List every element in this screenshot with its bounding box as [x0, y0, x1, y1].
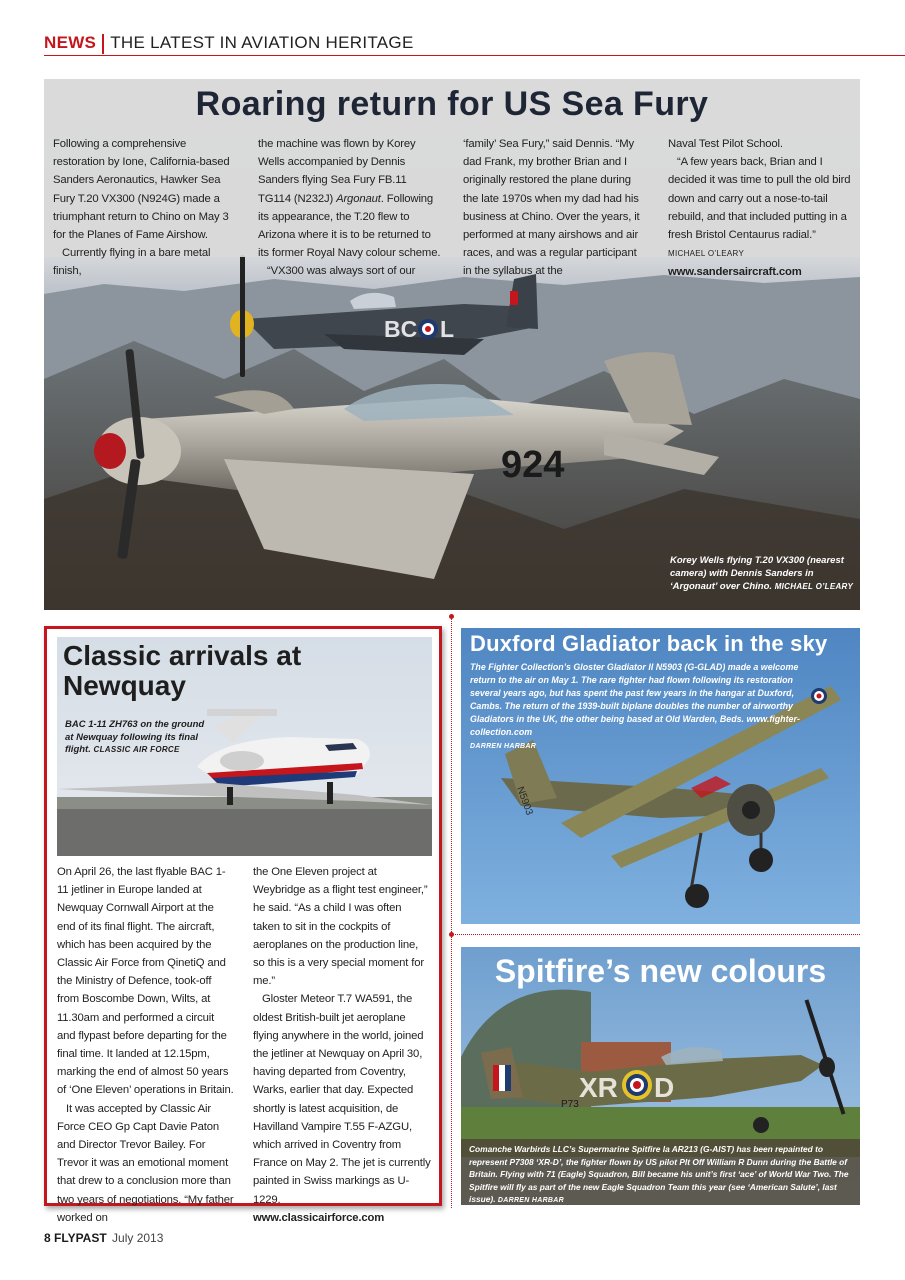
spitfire-code: XR: [579, 1072, 618, 1103]
newquay-paragraph: the One Eleven project at Weybridge as a flight test engineer,” he said. “As a child I was often taken to sit in the cockpits of aeroplanes on the production line, so this is a very special moment for me.”: [253, 866, 428, 988]
lead-headline: Roaring return for US Sea Fury: [195, 85, 709, 123]
lead-paragraph: Following a comprehensive restoration by Ione, California-based Sanders Aeronautics, Hawker Sea Fury T.20 VX300 (N924G) made a triumphant return to Chino on May 3 for the Planes of Fame Airshow.: [53, 138, 230, 242]
spitfire-code-end: D: [654, 1072, 675, 1103]
aircraft-name: Argonaut: [336, 192, 381, 205]
runway: [57, 807, 432, 856]
header-rule: [44, 55, 905, 56]
lead-paragraph: “VX300 was always sort of our: [267, 265, 416, 278]
lead-paragraph: Naval Test Pilot School.: [668, 138, 783, 150]
newquay-body-columns: [57, 863, 432, 1227]
lead-column-1: [53, 135, 236, 282]
duxford-story: [461, 628, 860, 924]
duxford-body: The Fighter Collection’s Gloster Gladiator II N5903 (G-GLAD) made a welcome return to the air on May 1. The rare fighter had flown following its restoration several years ago, but has spent the past few years in the hangar at Duxford, Cambs. The return of the 1939-built biplane doubles the number of airworthy Gladiators in the UK, the other being based at Old Warden, Beds. www.fighter-collection.com DARREN HARBAR: [470, 662, 800, 750]
newquay-paragraph: On April 26, the last flyable BAC 1-11 jetliner in Europe landed at Newquay Cornwall Airport at the end of its final flight. The aircraft, which has been acquired by the Classic Air Force from QinetiQ and the Ministry of Defence, took-off from Boscombe Down, Wilts, at 11.30am and performed a circuit and flypast before departing for the final time. It landed at 12.15pm, marking the end of almost 50 years of ‘One Eleven’ operations in Britain.: [57, 866, 234, 1097]
page-number: 8 FLYPAST: [44, 1231, 107, 1245]
upper-aircraft-code: BC: [384, 316, 418, 342]
lead-body-columns: [53, 135, 853, 282]
photo-credit: DARREN HARBAR: [470, 743, 537, 750]
section-label: NEWS: [44, 33, 97, 52]
classic-air-force-link[interactable]: www.classicairforce.com: [253, 1211, 385, 1224]
newquay-headline: Classic arrivals at Newquay: [63, 640, 302, 701]
fighter-collection-link[interactable]: www.fighter-collection.com: [470, 714, 800, 737]
photo-credit: CLASSIC AIR FORCE: [93, 745, 180, 754]
lead-story: [44, 79, 860, 610]
header-divider: [102, 34, 104, 54]
newquay-column-2: [253, 863, 431, 1227]
lead-column-3: [463, 135, 646, 282]
newquay-story-box: [44, 626, 442, 1224]
newquay-paragraph: Gloster Meteor T.7 WA591, the oldest British-built jet aeroplane flying anywhere in the world, joined the jetliner at Newquay on April 30, having departed from Coventry, Warks, earlier that day. Expected shortly is latest acquisition, de Havilland Vampire T.55 F-AZGU, which arrived in Coventry from France on May 2. The jet is currently painted in Swiss markings as U-1229.: [253, 993, 431, 1206]
photo-credit: MICHAEL O’LEARY: [774, 582, 854, 591]
spitfire-story: [461, 947, 860, 1205]
page-footer: [44, 1231, 163, 1245]
lead-paragraph: ‘family’ Sea Fury,” said Dennis. “My dad Frank, my brother Brian and I originally restored the plane during the late 1970s when my dad had his business at Chino. Over the years, it performed at many airshows and air races, and was a regular participant in the syllabus at the: [463, 138, 640, 278]
photo-credit: MICHAEL O’LEARY: [668, 249, 745, 259]
lead-paragraph: the machine was flown by Korey Wells accompanied by Dennis Sanders flying Sea Fury FB.11 TG114 (N232J) Argonaut. Following its appearance, the T.20 flew to Arizona where it is to be returned to its former Royal Navy colour scheme.: [258, 138, 441, 260]
lead-column-4: [668, 135, 851, 282]
upper-aircraft-code-end: L: [440, 316, 455, 342]
column-separator: [451, 616, 452, 1208]
lead-paragraph: Currently flying in a bare metal finish,: [53, 247, 211, 278]
gladiator-serial: N5903: [514, 785, 535, 817]
sanders-link[interactable]: www.sandersaircraft.com: [668, 266, 802, 279]
section-header: [44, 33, 414, 55]
newquay-column-1: [57, 863, 235, 1227]
section-tagline: THE LATEST IN AVIATION HERITAGE: [110, 33, 414, 52]
lead-paragraph: “A few years back, Brian and I decided it was time to pull the old bird down and carry out a nose-to-tail rebuild, and that included putting in a fresh Bristol Centaurus radial.” MICHAEL O’LEARY: [668, 156, 851, 259]
lower-aircraft-serial: 924: [501, 444, 565, 486]
newquay-paragraph: It was accepted by Classic Air Force CEO Gp Capt Davie Paton and Director Trevor Bailey. For Trevor it was an emotional moment that drew to a conclusion more than two years of negotiations. “My father worked on: [57, 1102, 234, 1224]
issue-date: July 2013: [112, 1231, 164, 1245]
spitfire-photo-caption: Comanche Warbirds LLC’s Supermarine Spitfire Ia AR213 (G-AIST) has been repainted to represent P7308 ‘XR-D’, the fighter flown by US pilot Plt Off William R Dunn during the Battle of Britain. Flying with 71 (Eagle) Squadron, Bill became his unit’s first ‘ace’ of World War Two. The Spitfire will fly as part of the new Eagle Squadron Team this year (see ‘American Salute’, last issue). DARREN HARBAR: [461, 1139, 860, 1205]
newquay-photo-caption: BAC 1-11 ZH763 on the ground at Newquay following its final flight. CLASSIC AIR FORCE: [65, 719, 205, 755]
spitfire-headline: Spitfire’s new colours: [494, 953, 827, 989]
photo-credit: DARREN HARBAR: [497, 1197, 564, 1205]
spitfire-serial: P73: [561, 1099, 579, 1110]
horizontal-separator: [451, 934, 860, 935]
lead-column-2: [258, 135, 441, 282]
lead-photo-caption: Korey Wells flying T.20 VX300 (nearest camera) with Dennis Sanders in ‘Argonaut’ over Chino. MICHAEL O’LEARY: [670, 555, 854, 592]
duxford-headline: Duxford Gladiator back in the sky: [470, 631, 828, 656]
